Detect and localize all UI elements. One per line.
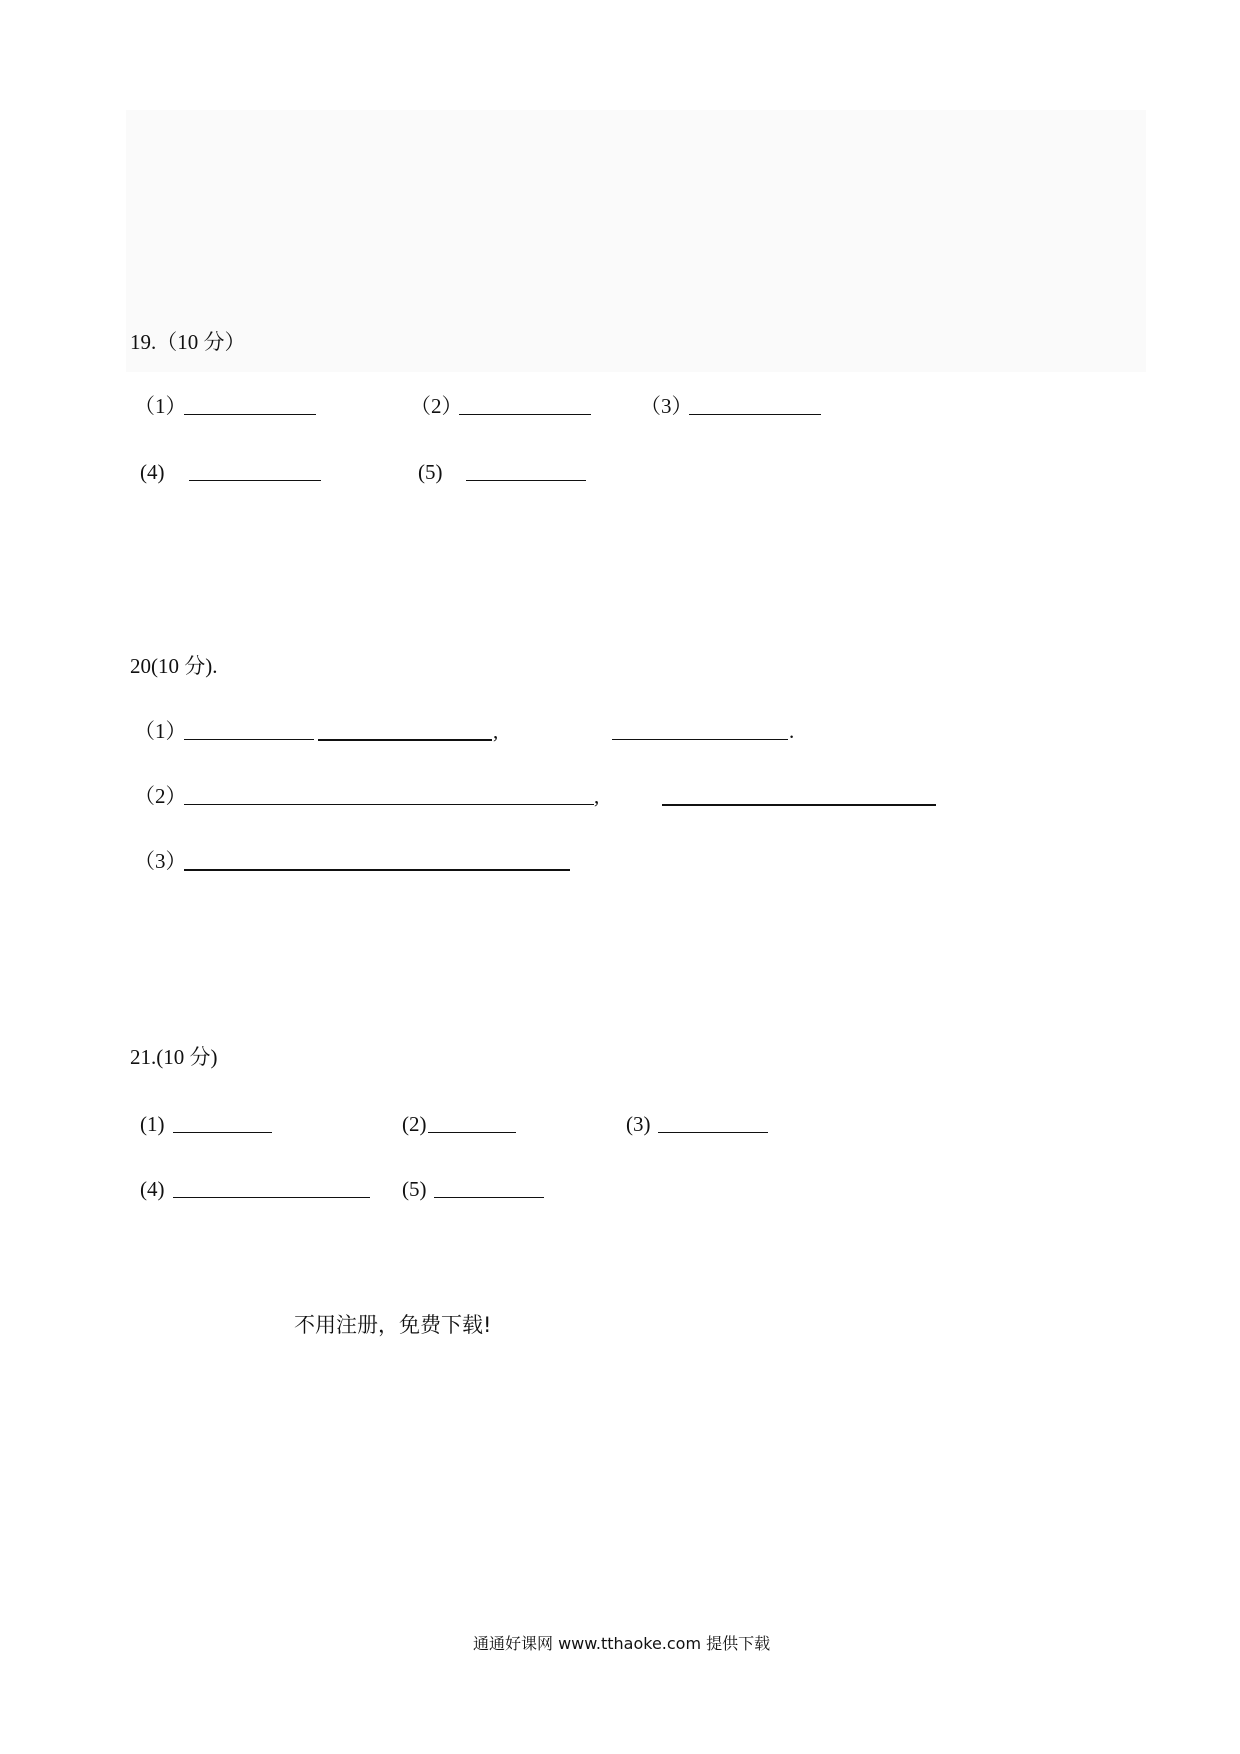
q20-item-3-blank[interactable] xyxy=(184,869,570,871)
q20-item-2-label: （2） xyxy=(134,784,187,808)
footer-text: 通通好课网 www.tthaoke.com 提供下载 xyxy=(473,1634,771,1653)
q20-item-2-blank-b[interactable] xyxy=(662,804,936,806)
question-21-title: 21.(10 分) xyxy=(130,1045,218,1069)
q19-item-4-label: (4) xyxy=(140,460,165,484)
q19-item-2-blank[interactable] xyxy=(459,414,591,415)
q20-item-2-comma: , xyxy=(594,784,600,808)
q20-item-1-comma: , xyxy=(493,719,499,743)
q21-item-4-label: (4) xyxy=(140,1177,165,1201)
q20-item-1-blank-c[interactable] xyxy=(612,739,788,740)
q19-item-4-blank[interactable] xyxy=(189,480,321,481)
q19-item-3-blank[interactable] xyxy=(689,414,821,415)
q21-item-2-blank[interactable] xyxy=(428,1132,516,1133)
q20-item-3-label: （3） xyxy=(134,849,187,873)
q20-item-2-blank-a[interactable] xyxy=(184,804,594,805)
q21-item-1-label: (1) xyxy=(140,1112,165,1136)
question-19-title: 19.（10 分） xyxy=(130,330,246,354)
q19-item-1-blank[interactable] xyxy=(184,414,316,415)
q19-item-5-blank[interactable] xyxy=(466,480,586,481)
promo-text: 不用注册，免费下载! xyxy=(294,1313,492,1337)
q19-item-2-label: （2） xyxy=(410,394,463,418)
q20-item-1-label: （1） xyxy=(134,719,187,743)
q21-item-3-blank[interactable] xyxy=(658,1132,768,1133)
question-20-title: 20(10 分). xyxy=(130,654,218,678)
q21-item-3-label: (3) xyxy=(626,1112,651,1136)
q19-item-5-label: (5) xyxy=(418,460,443,484)
q21-item-1-blank[interactable] xyxy=(173,1132,272,1133)
q19-item-1-label: （1） xyxy=(134,394,187,418)
q21-item-2-label: (2) xyxy=(402,1112,427,1136)
q21-item-5-blank[interactable] xyxy=(434,1197,544,1198)
q20-item-1-period: . xyxy=(789,719,795,743)
q20-item-1-blank-b[interactable] xyxy=(318,739,492,741)
shaded-header-area xyxy=(126,110,1146,372)
q21-item-4-blank[interactable] xyxy=(173,1197,370,1198)
q20-item-1-blank-a[interactable] xyxy=(184,739,314,740)
q19-item-3-label: （3） xyxy=(640,394,693,418)
q21-item-5-label: (5) xyxy=(402,1177,427,1201)
